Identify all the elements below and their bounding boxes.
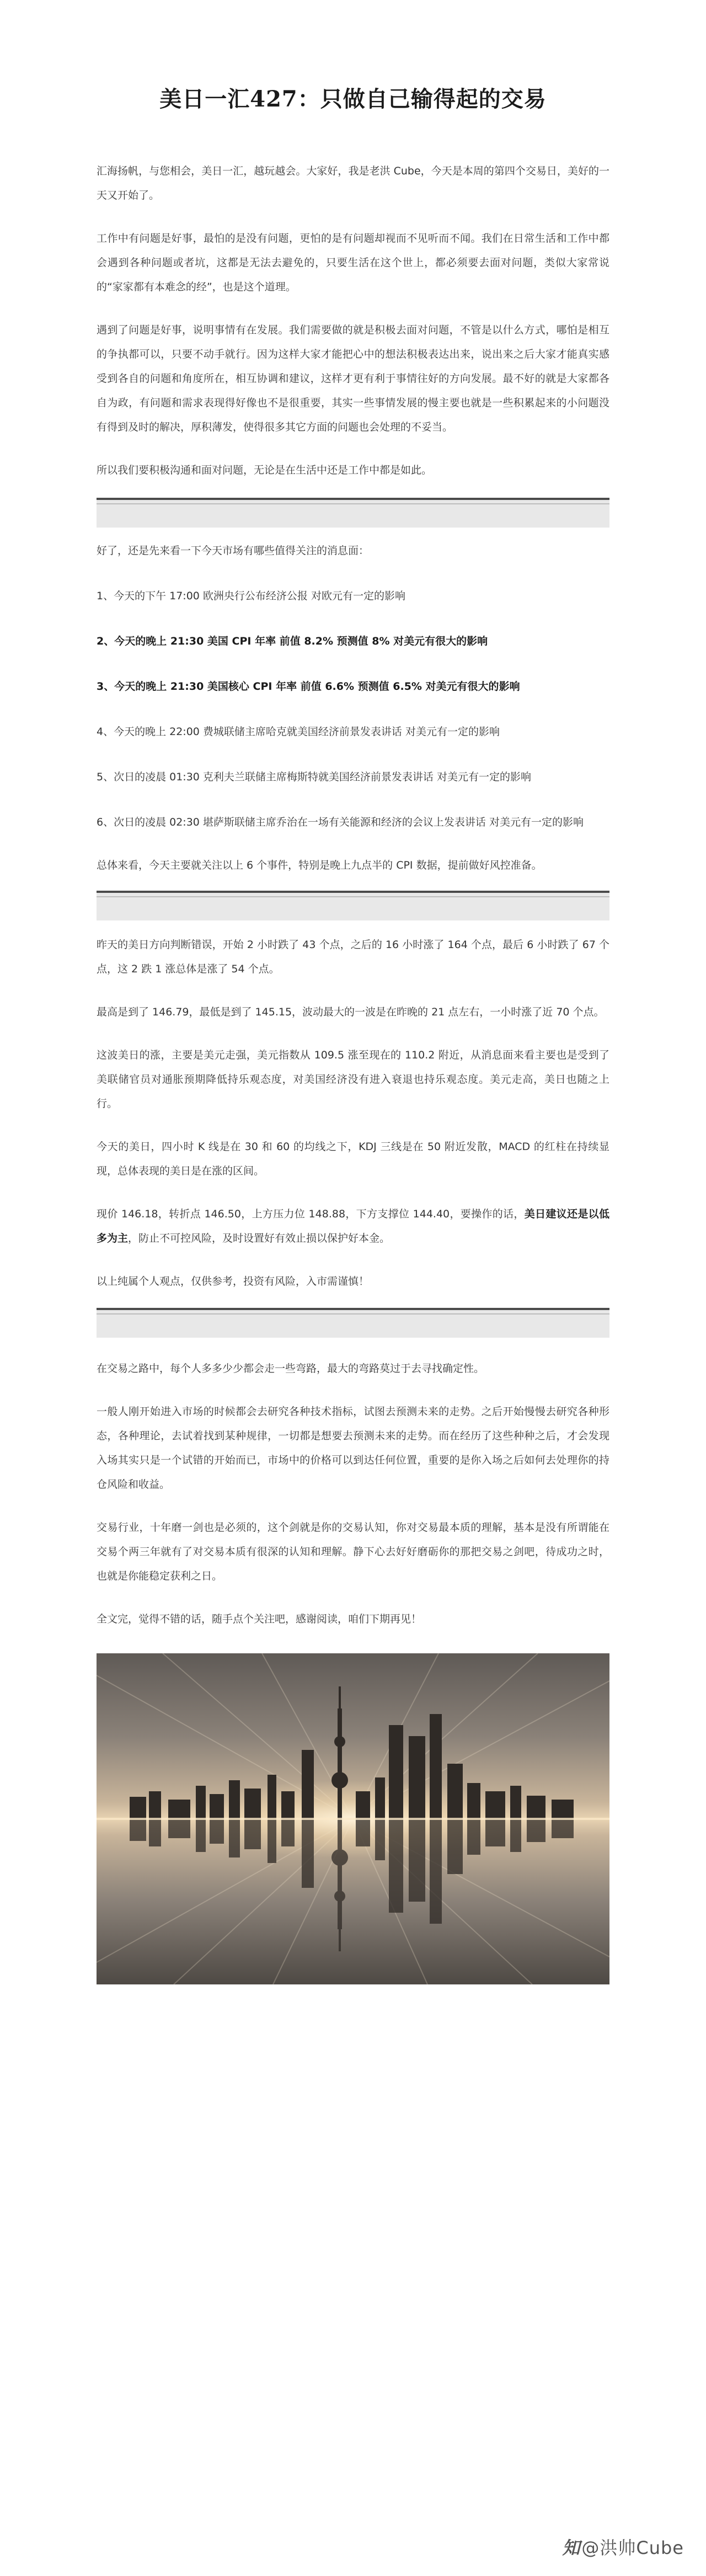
- levels-text: 现价 146.18，转折点 146.50，上方压力位 148.88，下方支撑位 144.40，要操作的话，: [97, 1208, 525, 1220]
- event-item: 1、今天的下午 17:00 欧洲央行公布经济公报 对欧元有一定的影响: [97, 590, 405, 602]
- event-item: 4、今天的晚上 22:00 费城联储主席哈克就美国经济前景发表讲话 对美元有一定的影响: [97, 726, 500, 738]
- paragraph-high-low: 最高是到了 146.79，最低是到了 145.15，波动最大的一波是在昨晚的 21 点左右，一小时涨了近 70 个点。: [97, 1006, 605, 1018]
- author-watermark: [562, 2534, 684, 2559]
- paragraph-problems: 工作中有问题是好事，最怕的是没有问题，更怕的是有问题却视而不见听而不闻。我们在日常生活和工作中都会遇到各种问题或者坑，这都是无法去避免的，只要生活在这个世上，都必须要去面对问题，类似大家常说的“家家都有本难念的经”，也是这个道理。: [97, 232, 609, 293]
- paragraph-communication: 所以我们要积极沟通和面对问题，无论是在生活中还是工作中都是如此。: [97, 464, 432, 476]
- section-divider: [97, 498, 609, 528]
- skyline-illustration: [97, 1653, 609, 1984]
- levels-risk-text: ，防止不可控风险，及时设置好有效止损以保护好本金。: [128, 1232, 391, 1244]
- paragraph-facing-problems: 遇到了问题是好事，说明事情有在发展。我们需要做的就是积极去面对问题，不管是以什么方式，哪怕是相互的争执都可以，只要不动手就行。因为这样大家才能把心中的想法积极表达出来，说出来之后大家才能真实感受到各自的问题和角度所在，相互协调和建议，这样才更有利于事情往好的方向发展。最不好的就是大家都各自为政，有问题和需求表现得好像也不是很重要，其实一些事情发展的慢主要也就是一些积累起来的小问题没有得到及时的解决，厚积薄发，使得很多其它方面的问题也会处理的不妥当。: [97, 324, 609, 433]
- paragraph-usd-strength: 这波美日的涨，主要是美元走强，美元指数从 109.5 涨至现在的 110.2 附近，从消息面来看主要也是受到了美联储官员对通胀预期降低持乐观态度，对美国经济没有进入衰退也持乐观态度。美元走高，美日也随之上行。: [97, 1049, 609, 1110]
- paragraph-beginners: 一般人刚开始进入市场的时候都会去研究各种技术指标，试图去预测未来的走势。之后开始慢慢去研究各种形态，各种理论，去试着找到某种规律，一切都是想要去预测未来的走势。而在经历了这些种种之后，才会发现入场其实只是一个试错的开始而已，市场中的价格可以到达任何位置，重要的是你入场之后如何去处理你的持仓风险和收益。: [97, 1406, 609, 1491]
- event-item: 5、次日的凌晨 01:30 克利夫兰联储主席梅斯特就美国经济前景发表讲话 对美元有一定的影响: [97, 771, 531, 783]
- divider-line: [97, 896, 609, 897]
- paragraph-disclaimer: 以上纯属个人观点，仅供参考，投资有风险，入市需谨慎！: [97, 1275, 370, 1287]
- watermark-text: @洪帅Cube: [581, 2537, 684, 2558]
- paragraph-ten-years: 交易行业，十年磨一剑也是必须的，这个剑就是你的交易认知，你对交易最本质的理解，基本是没有所谓能在交易个两三年就有了对交易本质有很深的认知和理解。静下心去好好磨砺你的那把交易之剑吧，待成功之时，也就是你能稳定获利之日。: [97, 1521, 609, 1582]
- section-divider: [97, 891, 609, 920]
- article-title: 美日一汇427：只做自己输得起的交易: [159, 86, 547, 112]
- paragraph-technical: 今天的美日，四小时 K 线是在 30 和 60 的均线之下，KDJ 三线是在 50 附近发散，MACD 的红柱在持续显现，总体表现的美日是在涨的区间。: [97, 1141, 609, 1177]
- paragraph-trading-path: 在交易之路中，每个人多多少少都会走一些弯路，最大的弯路莫过于去寻找确定性。: [97, 1362, 485, 1375]
- event-item-highlight: 3、今天的晚上 21:30 美国核心 CPI 年率 前值 6.6% 预测值 6.5% 对美元有很大的影响: [97, 680, 520, 693]
- event-item-highlight: 2、今天的晚上 21:30 美国 CPI 年率 前值 8.2% 预测值 8% 对美元有很大的影响: [97, 635, 488, 647]
- section-divider: [97, 1308, 609, 1338]
- divider-line: [97, 503, 609, 504]
- intro-paragraph: 汇海扬帆，与您相会，美日一汇，越玩越会。大家好，我是老洪 Cube，今天是本周的第四个交易日，美好的一天又开始了。: [97, 165, 609, 201]
- paragraph-levels: [97, 1202, 609, 1250]
- paragraph-summary: 总体来看，今天主要就关注以上 6 个事件，特别是晚上九点半的 CPI 数据，提前做好风控准备。: [97, 859, 542, 871]
- event-item: 6、次日的凌晨 02:30 堪萨斯联储主席乔治在一场有关能源和经济的会议上发表讲话 对美元有一定的影响: [97, 816, 584, 828]
- paragraph-news-intro: 好了，还是先来看一下今天市场有哪些值得关注的消息面：: [97, 545, 370, 557]
- paragraph-review: 昨天的美日方向判断错误，开始 2 小时跌了 43 个点，之后的 16 小时涨了 164 个点，最后 6 小时跌了 67 个点，这 2 跌 1 涨总体是涨了 54 个点。: [97, 939, 609, 975]
- levels-recommendation: 美日建议还是以低多为主: [97, 1208, 609, 1244]
- paragraph-closing: 全文完，觉得不错的话，随手点个关注吧，感谢阅读，咱们下期再见！: [97, 1613, 422, 1625]
- zhihu-icon: 知: [562, 2537, 581, 2558]
- article: [97, 0, 609, 1984]
- city-skyline-photo: [97, 1653, 609, 1984]
- divider-line: [97, 1313, 609, 1314]
